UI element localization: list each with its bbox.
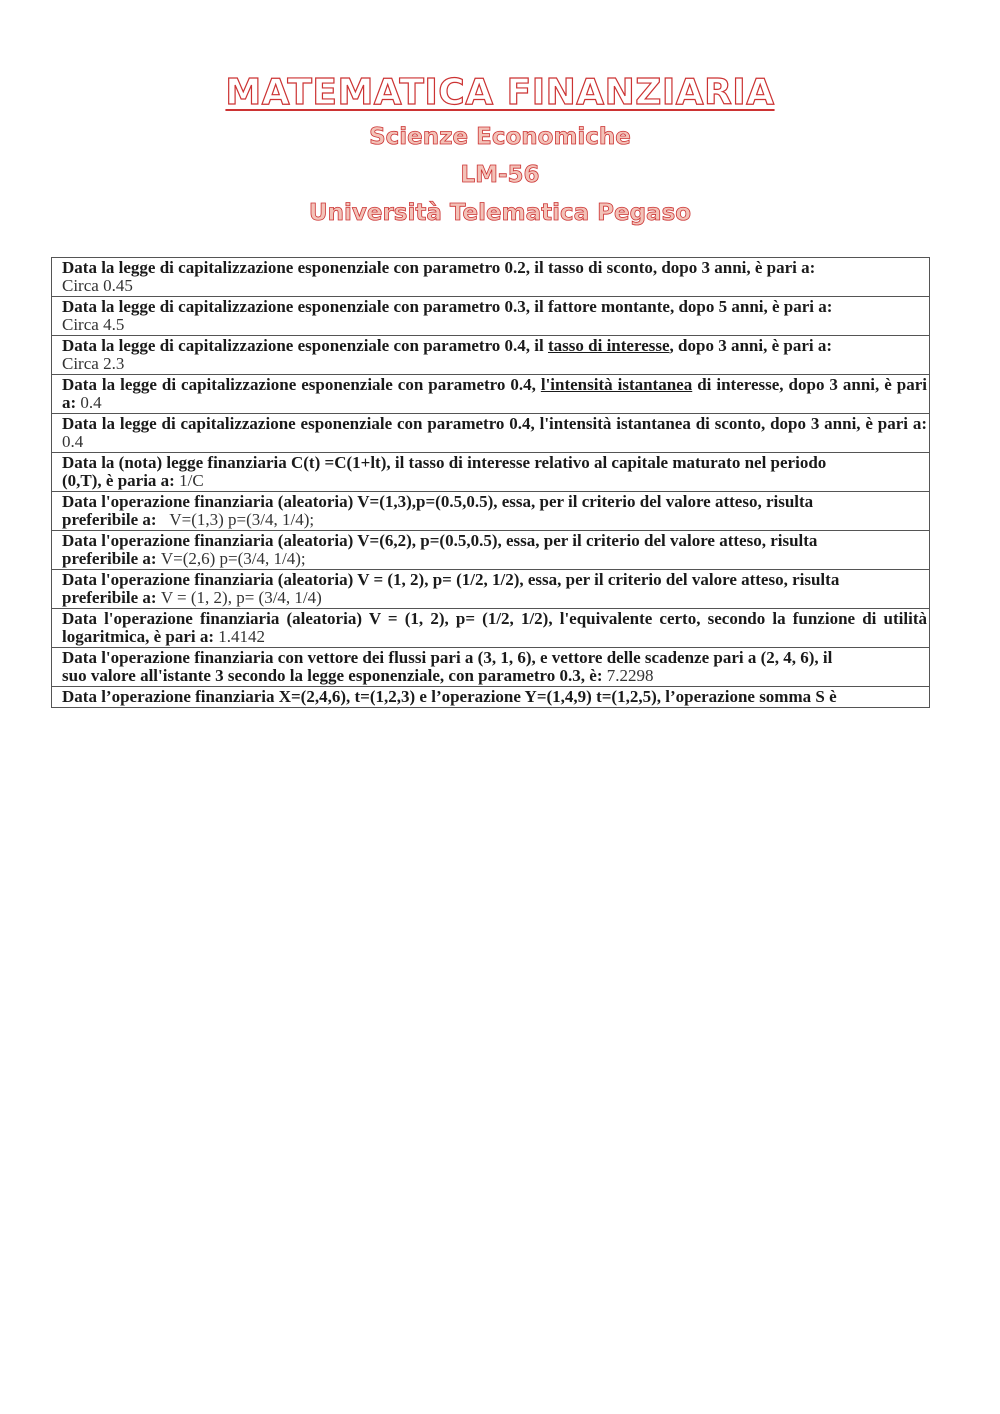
course-name: Scienze Economiche [369,124,631,150]
table-row [52,570,930,609]
question-text: Data l'operazione finanziaria (aleatoria) V=(6,2), p=(0.5,0.5), essa, per il criterio del valore atteso, risulta [62,531,818,550]
question-text: Data l'operazione finanziaria (aleatoria) V = (1, 2), p= (1/2, 1/2), essa, per il criterio del valore atteso, risulta [62,570,840,589]
question-cell [52,609,930,648]
underlined-term: l'intensità istantanea [540,375,693,394]
answer-text: Circa 0.45 [62,276,133,295]
course-code: LM-56 [460,162,540,188]
table-row [52,453,930,492]
question-text: Data l'operazione finanziaria (aleatoria) V = (1, 2), p= (1/2, 1/2), l'equivalente certo, secondo la funzione di utilità logaritmica, è pari a: [62,609,927,646]
university-name: Università Telematica Pegaso [308,200,692,226]
question-text: Data la legge di capitalizzazione esponenziale con parametro 0.4, l'intensità istantanea di sconto, dopo 3 anni, è pari a: [62,414,927,433]
answer-text: 7.2298 [606,666,654,685]
question-text-part: Data la legge di capitalizzazione esponenziale con parametro 0.4, [62,375,541,394]
document-title: MATEMATICA FINANZIARIA [225,72,775,113]
question-text: Data la legge di capitalizzazione esponenziale con parametro 0.3, il fattore montante, dopo 5 anni, è pari a: [62,297,833,316]
question-text-part: Data la legge di capitalizzazione esponenziale con parametro 0.4, il [62,336,549,355]
question-text: Data l’operazione finanziaria X=(2,4,6), t=(1,2,3) e l’operazione Y=(1,4,9) t=(1,2,5), l’operazione somma S è [62,687,837,706]
question-cell [52,570,930,609]
table-row [52,648,930,687]
answer-text: 0.4 [62,432,84,451]
table-row [52,336,930,375]
question-cell [52,687,930,708]
question-cell [52,531,930,570]
question-text: preferibile a: [62,549,157,568]
question-text: Data l'operazione finanziaria con vettore dei flussi pari a (3, 1, 6), e vettore delle scadenze pari a (2, 4, 6), il [62,648,833,667]
question-text [62,336,832,355]
question-text: (0,T), è paria a: [62,471,175,490]
table-row [52,375,930,414]
questions-table [51,257,930,708]
question-cell [52,492,930,531]
question-cell [52,258,930,297]
table-row [52,297,930,336]
question-text: Data l'operazione finanziaria (aleatoria) V=(1,3),p=(0.5,0.5), essa, per il criterio del valore atteso, risulta [62,492,814,511]
table-row [52,687,930,708]
table-row [52,492,930,531]
question-cell [52,297,930,336]
underlined-term: tasso di interesse [548,336,670,355]
question-text [62,375,927,412]
table-row [52,414,930,453]
question-text-part: di interesse, dopo 3 anni, è pari a: [62,375,927,412]
answer-text: 0.4 [80,393,102,412]
question-text: preferibile a: [62,588,157,607]
table-row [52,609,930,648]
question-text: Data la legge di capitalizzazione esponenziale con parametro 0.2, il tasso di sconto, dopo 3 anni, è pari a: [62,258,816,277]
question-cell [52,375,930,414]
answer-text: 1.4142 [218,627,266,646]
question-text: preferibile a: [62,510,157,529]
question-cell [52,414,930,453]
question-cell [52,648,930,687]
document-header [0,68,1000,232]
answer-text: V = (1, 2), p= (3/4, 1/4) [160,588,322,607]
answer-text: 1/C [179,471,204,490]
question-cell [52,453,930,492]
answer-text: V=(1,3) p=(3/4, 1/4); [169,510,315,529]
table-row [52,531,930,570]
answer-text: V=(2,6) p=(3/4, 1/4); [160,549,306,568]
answer-text: Circa 4.5 [62,315,125,334]
question-text: suo valore all'istante 3 secondo la legge esponenziale, con parametro 0.3, è: [62,666,603,685]
table-row [52,258,930,297]
question-cell [52,336,930,375]
question-text-part: , dopo 3 anni, è pari a: [669,336,833,355]
question-text: Data la (nota) legge finanziaria C(t) =C(1+lt), il tasso di interesse relativo al capitale maturato nel periodo [62,453,827,472]
answer-text: Circa 2.3 [62,354,125,373]
